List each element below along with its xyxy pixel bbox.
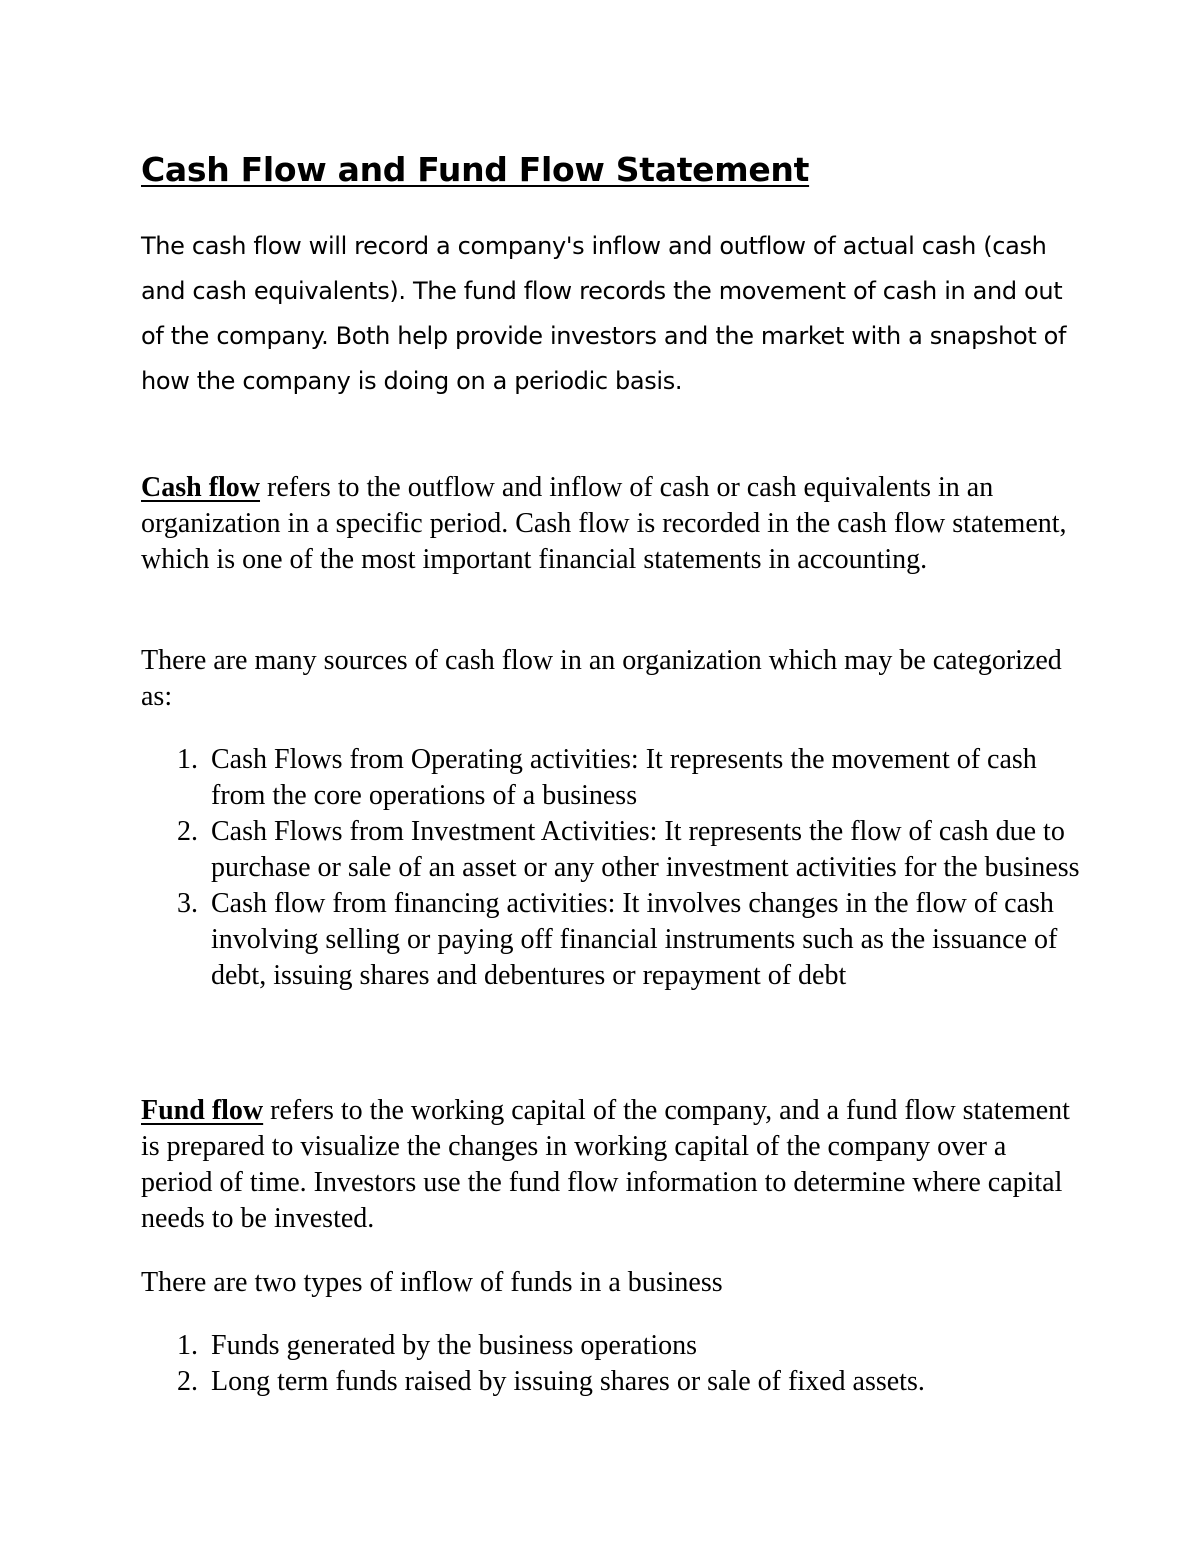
list-item-text: Cash Flows from Investment Activities: It represents the flow of cash due to purchase or sale of an asset or any other investment activities for the business xyxy=(211,816,1080,883)
inflow-intro-paragraph: There are two types of inflow of funds in a business xyxy=(141,1267,723,1298)
sources-intro-paragraph: There are many sources of cash flow in an organization which may be categorized as: xyxy=(141,645,1062,712)
list-item-number: 2. xyxy=(177,816,198,847)
cash-flow-sources-list xyxy=(141,742,1081,994)
list-item xyxy=(141,742,1081,814)
list-item-number: 1. xyxy=(177,744,198,775)
list-item-text: Cash Flows from Operating activities: It represents the movement of cash from the core operations of a business xyxy=(211,744,1037,811)
intro-paragraph: The cash flow will record a company's inflow and outflow of actual cash (cash and cash equivalents). The fund flow records the movement of cash in and out of the company. Both help provide investors and the market with a snapshot of how the company is doing on a periodic basis. xyxy=(141,232,1067,395)
cash-flow-term: Cash flow xyxy=(141,472,261,503)
inflow-types-list xyxy=(141,1328,1081,1400)
list-item-number: 3. xyxy=(177,888,198,919)
document-title: Cash Flow and Fund Flow Statement xyxy=(141,150,810,189)
list-item-text: Funds generated by the business operations xyxy=(211,1330,698,1361)
list-item-number: 1. xyxy=(177,1330,198,1361)
list-item xyxy=(141,1328,1081,1364)
cash-flow-paragraph xyxy=(141,470,1081,578)
list-item-number: 2. xyxy=(177,1366,198,1397)
fund-flow-paragraph xyxy=(141,1093,1081,1237)
cash-flow-definition: refers to the outflow and inflow of cash or cash equivalents in an organization in a specific period. Cash flow is recorded in the cash flow statement, which is one of the most important financial statements in accounting. xyxy=(141,472,1067,575)
fund-flow-term: Fund flow xyxy=(141,1095,264,1126)
list-item xyxy=(141,814,1081,886)
list-item-text: Long term funds raised by issuing shares or sale of fixed assets. xyxy=(211,1366,925,1397)
list-item xyxy=(141,886,1081,994)
list-item xyxy=(141,1364,1081,1400)
fund-flow-definition: refers to the working capital of the company, and a fund flow statement is prepared to visualize the changes in working capital of the company over a period of time. Investors use the fund flow information to determine where capital needs to be invested. xyxy=(141,1095,1070,1234)
list-item-text: Cash flow from financing activities: It involves changes in the flow of cash involving selling or paying off financial instruments such as the issuance of debt, issuing shares and debentures or repayment of debt xyxy=(211,888,1058,991)
